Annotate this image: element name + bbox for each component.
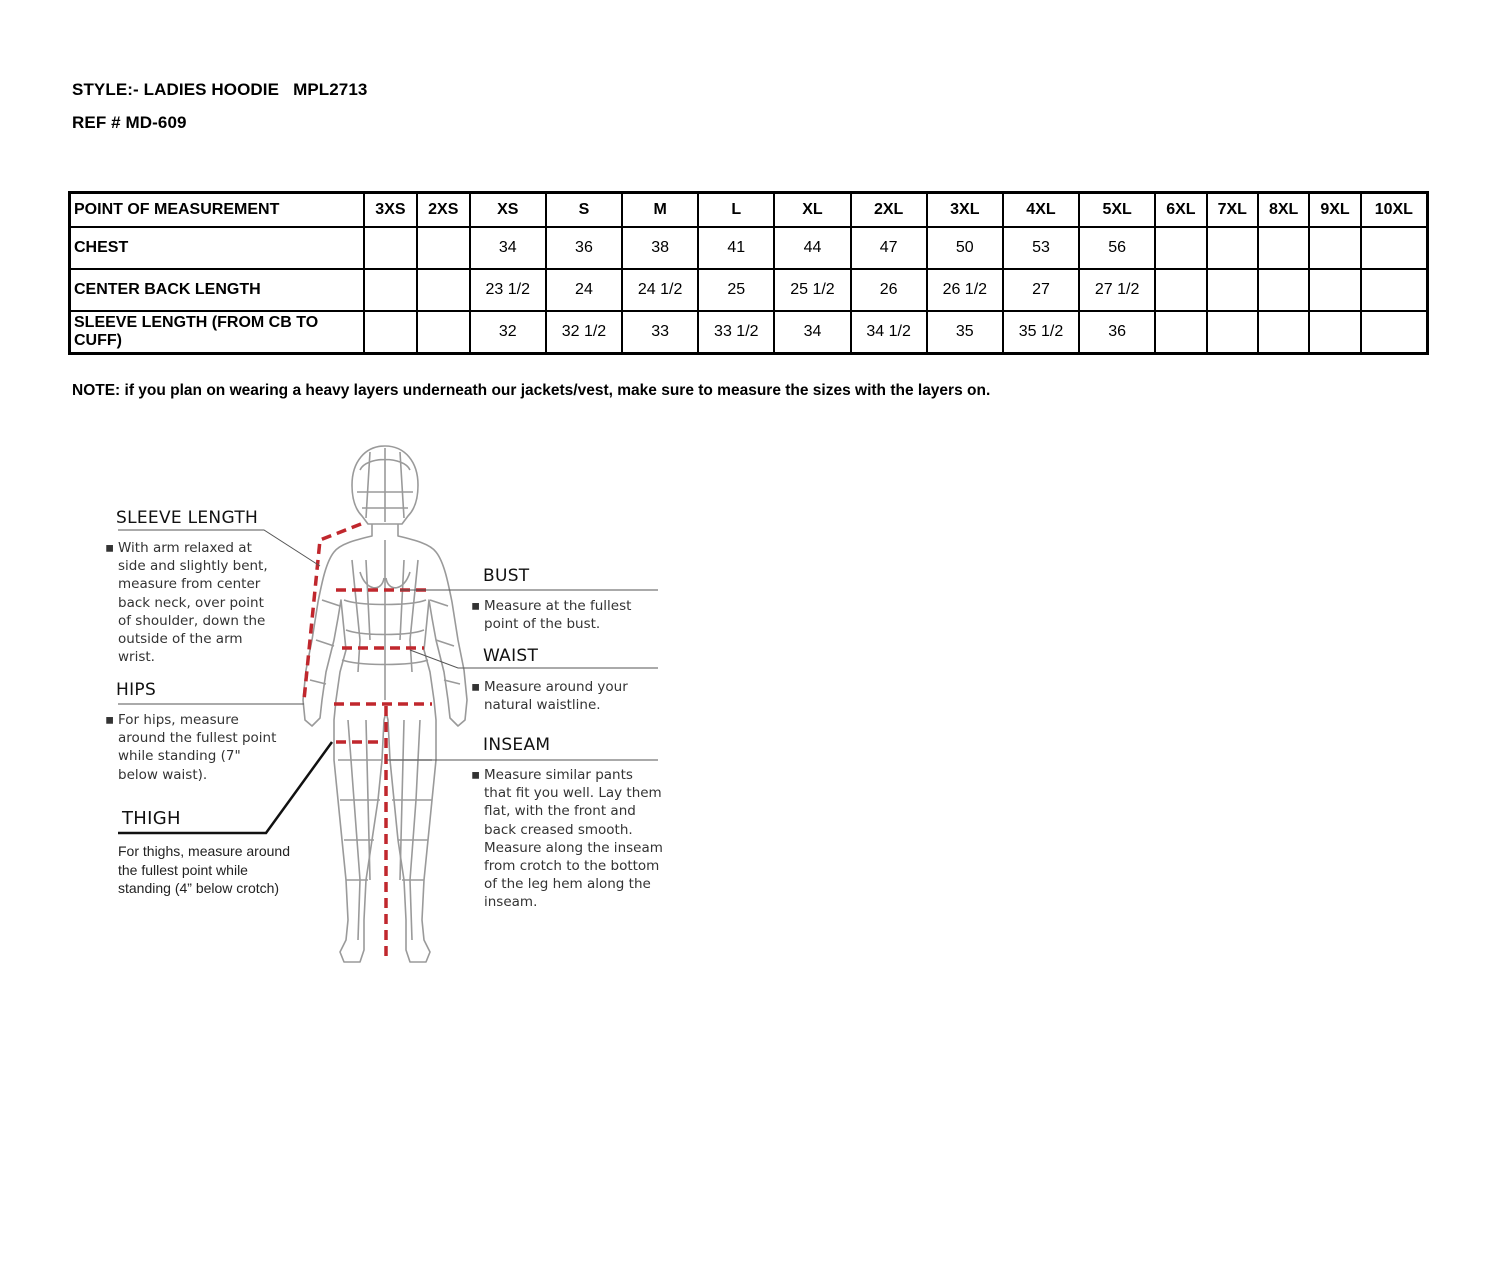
bust-text: Measure at the fullest point of the bust. [484,598,632,633]
size-header: 7XL [1207,193,1258,227]
inseam-desc [471,766,664,912]
table-cell: 41 [698,227,774,269]
bullet-icon: ▪ [105,712,115,728]
table-cell: 24 1/2 [622,269,698,311]
size-header: L [698,193,774,227]
table-cell: 56 [1079,227,1155,269]
size-header: XL [774,193,850,227]
table-cell: 47 [851,227,927,269]
inseam-text: Measure similar pants that fit you well. Lay them flat, with the front and back creased smooth. Measure along the inseam from crotch to the bottom of the leg hem along the inseam. [484,767,663,911]
table-cell: 34 [470,227,546,269]
size-header: 10XL [1361,193,1428,227]
table-cell: 26 1/2 [927,269,1003,311]
table-cell: 24 [546,269,622,311]
table-cell: 25 [698,269,774,311]
layering-note: NOTE: if you plan on wearing a heavy layers underneath our jackets/vest, make sure to measure the sizes with the layers on. [72,382,991,399]
size-header: 2XL [851,193,927,227]
table-cell: 27 1/2 [1079,269,1155,311]
table-cell: 44 [774,227,850,269]
size-header: 3XL [927,193,1003,227]
hips-desc [105,711,283,784]
size-header: 9XL [1309,193,1360,227]
bullet-icon: ▪ [471,598,481,614]
hips-title: HIPS [116,680,157,700]
table-cell: 32 1/2 [546,311,622,353]
thigh-title: THIGH [122,808,181,829]
table-cell: 53 [1003,227,1079,269]
table-cell: 50 [927,227,1003,269]
bullet-icon: ▪ [105,540,115,556]
sleeve-length-title: SLEEVE LENGTH [116,508,259,528]
table-cell: 34 1/2 [851,311,927,353]
table-cell: 36 [1079,311,1155,353]
size-header: 3XS [364,193,417,227]
bust-title: BUST [483,566,530,586]
size-header: 2XS [417,193,470,227]
inseam-title: INSEAM [483,735,551,755]
table-cell: 35 1/2 [1003,311,1079,353]
table-cell: 33 1/2 [698,311,774,353]
row-label: CENTER BACK LENGTH [70,269,365,311]
sleeve-length-dash [304,524,361,700]
row-label: SLEEVE LENGTH (FROM CB TO CUFF) [70,311,365,353]
style-label: STYLE:- LADIES HOODIE [72,80,280,99]
hips-text: For hips, measure around the fullest point while standing (7" below waist). [118,712,277,783]
table-cell: 35 [927,311,1003,353]
size-header: 8XL [1258,193,1309,227]
thigh-desc: For thighs, measure around the fullest point while standing (4” below crotch) [118,843,290,896]
bullet-icon: ▪ [471,679,481,695]
size-header: M [622,193,698,227]
table-cell: 23 1/2 [470,269,546,311]
table-cell: 33 [622,311,698,353]
size-header: XS [470,193,546,227]
header-point-of-measurement: POINT OF MEASUREMENT [70,193,365,227]
size-header: 5XL [1079,193,1155,227]
ref-number: REF # MD-609 [72,113,187,132]
waist-desc [471,678,634,714]
measurement-dashes [304,524,432,960]
table-cell: 32 [470,311,546,353]
table-cell: 26 [851,269,927,311]
table-cell: 27 [1003,269,1079,311]
size-header: S [546,193,622,227]
table-cell: 34 [774,311,850,353]
sleeve-length-text: With arm relaxed at side and slightly bent, measure from center back neck, over point of shoulder, down the outside of the arm wrist. [118,540,268,666]
waist-text: Measure around your natural waistline. [484,679,628,714]
bust-desc [471,597,644,633]
style-code: MPL2713 [293,80,368,99]
table-cell: 36 [546,227,622,269]
size-header: 4XL [1003,193,1079,227]
table-cell: 38 [622,227,698,269]
size-header: 6XL [1155,193,1206,227]
row-label: CHEST [70,227,365,269]
table-cell: 25 1/2 [774,269,850,311]
waist-title: WAIST [483,646,539,666]
bullet-icon: ▪ [471,767,481,783]
sleeve-length-desc [105,539,278,666]
